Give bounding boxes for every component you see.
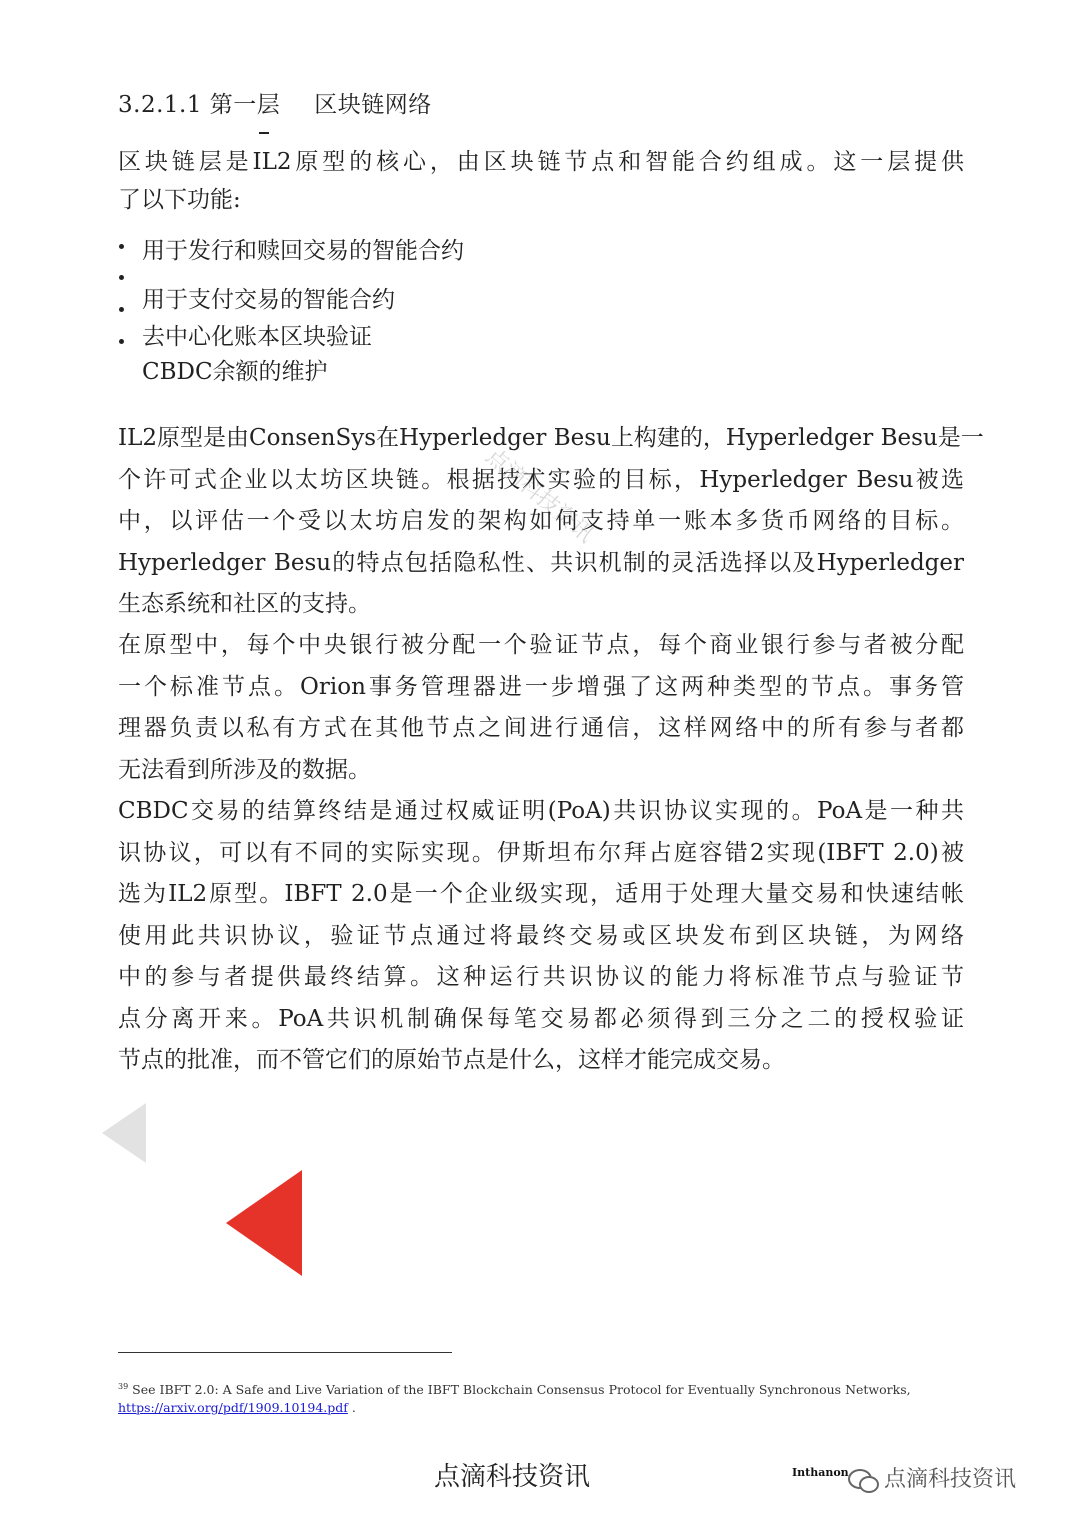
wechat-account-name: 点滴科技资讯 xyxy=(884,1467,1017,1492)
list-item: CBDC余额的维护 xyxy=(142,359,328,385)
bullet-dot-icon xyxy=(119,244,124,249)
list-item: 去中心化账本区块验证 xyxy=(142,324,372,350)
paragraph-line: 点分离开来。PoA共识机制确保每笔交易都必须得到三分之二的授权验证 xyxy=(118,1005,964,1032)
heading-underline-mark xyxy=(259,132,269,134)
paragraph-line: CBDC交易的结算终结是通过权威证明(PoA)共识协议实现的。PoA是一种共 xyxy=(118,798,964,824)
footer-brand: 点滴科技资讯 xyxy=(434,1462,591,1492)
paragraph-line: 一个标准节点。Orion事务管理器进一步增强了这两种类型的节点。事务管 xyxy=(118,673,964,700)
section-number: 3.2.1.1 第一层 xyxy=(118,92,281,118)
paragraph-line: 选为IL2原型。IBFT 2.0是一个企业级实现，适用于处理大量交易和快速结帐 xyxy=(118,881,964,907)
paragraph-line: 理器负责以私有方式在其他节点之间进行通信，这样网络中的所有参与者都 xyxy=(118,715,964,741)
intro-line: 区块链层是IL2原型的核心，由区块链节点和智能合约组成。这一层提供 xyxy=(118,149,964,175)
wechat-icon xyxy=(848,1469,878,1491)
footnote-number: 39 xyxy=(118,1382,129,1391)
paragraph-consensus xyxy=(118,791,964,1082)
grey-triangle-icon xyxy=(102,1103,146,1163)
paragraph-line: 中，以评估一个受以太坊启发的架构如何支持单一账本多货币网络的目标。 xyxy=(118,508,964,534)
paragraph-line: 中的参与者提供最终结算。这种运行共识协议的能力将标准节点与验证节 xyxy=(118,964,964,990)
footnote-text: See IBFT 2.0: A Safe and Live Variation of the IBFT Blockchain Consensus Protocol for Eventually Synchronous Networks, xyxy=(132,1382,911,1398)
paragraph-line: 生态系统和社区的支持。 xyxy=(118,591,371,617)
paragraph-line: 识协议，可以有不同的实际实现。伊斯坦布尔拜占庭容错2实现(IBFT 2.0)被 xyxy=(118,839,964,866)
intro-paragraph xyxy=(118,143,964,219)
list-item: 用于支付交易的智能合约 xyxy=(142,287,395,313)
section-title: 区块链网络 xyxy=(314,92,432,118)
paragraph-line: 无法看到所涉及的数据。 xyxy=(118,756,371,783)
red-triangle-icon xyxy=(226,1170,302,1276)
footnote-link-suffix: . xyxy=(351,1400,356,1416)
list-item: 用于发行和赎回交易的智能合约 xyxy=(142,238,464,264)
bullet-dot-icon xyxy=(119,275,124,280)
footnote xyxy=(118,1378,911,1417)
watermark-text: 点滴科技资讯 xyxy=(480,443,598,548)
footnote-link[interactable]: https://arxiv.org/pdf/1909.10194.pdf xyxy=(118,1400,348,1416)
section-heading xyxy=(118,86,432,119)
bullet-dot-icon xyxy=(119,339,124,344)
paragraph-line: 节点的批准，而不管它们的原始节点是什么，这样才能完成交易。 xyxy=(118,1047,785,1073)
footer-page-label: Inthanon xyxy=(792,1466,849,1479)
paragraph-line: 使用此共识协议，验证节点通过将最终交易或区块发布到区块链，为网络 xyxy=(118,922,964,949)
paragraph-line: 个许可式企业以太坊区块链。根据技术实验的目标，Hyperledger Besu被选 xyxy=(118,466,964,493)
wechat-account-badge xyxy=(848,1462,1016,1493)
paragraph-line: IL2原型是由ConsenSys在Hyperledger Besu上构建的，Hyperledger Besu是一 xyxy=(118,425,984,451)
paragraph-nodes xyxy=(118,625,964,791)
intro-line: 了以下功能: xyxy=(118,187,241,213)
bullet-dot-icon xyxy=(119,307,124,312)
paragraph-line: 在原型中，每个中央银行被分配一个验证节点，每个商业银行参与者被分配 xyxy=(118,632,964,658)
footnote-divider xyxy=(118,1352,452,1353)
paragraph-besu xyxy=(118,418,984,626)
paragraph-line: Hyperledger Besu的特点包括隐私性、共识机制的灵活选择以及Hyperledger xyxy=(118,549,964,576)
